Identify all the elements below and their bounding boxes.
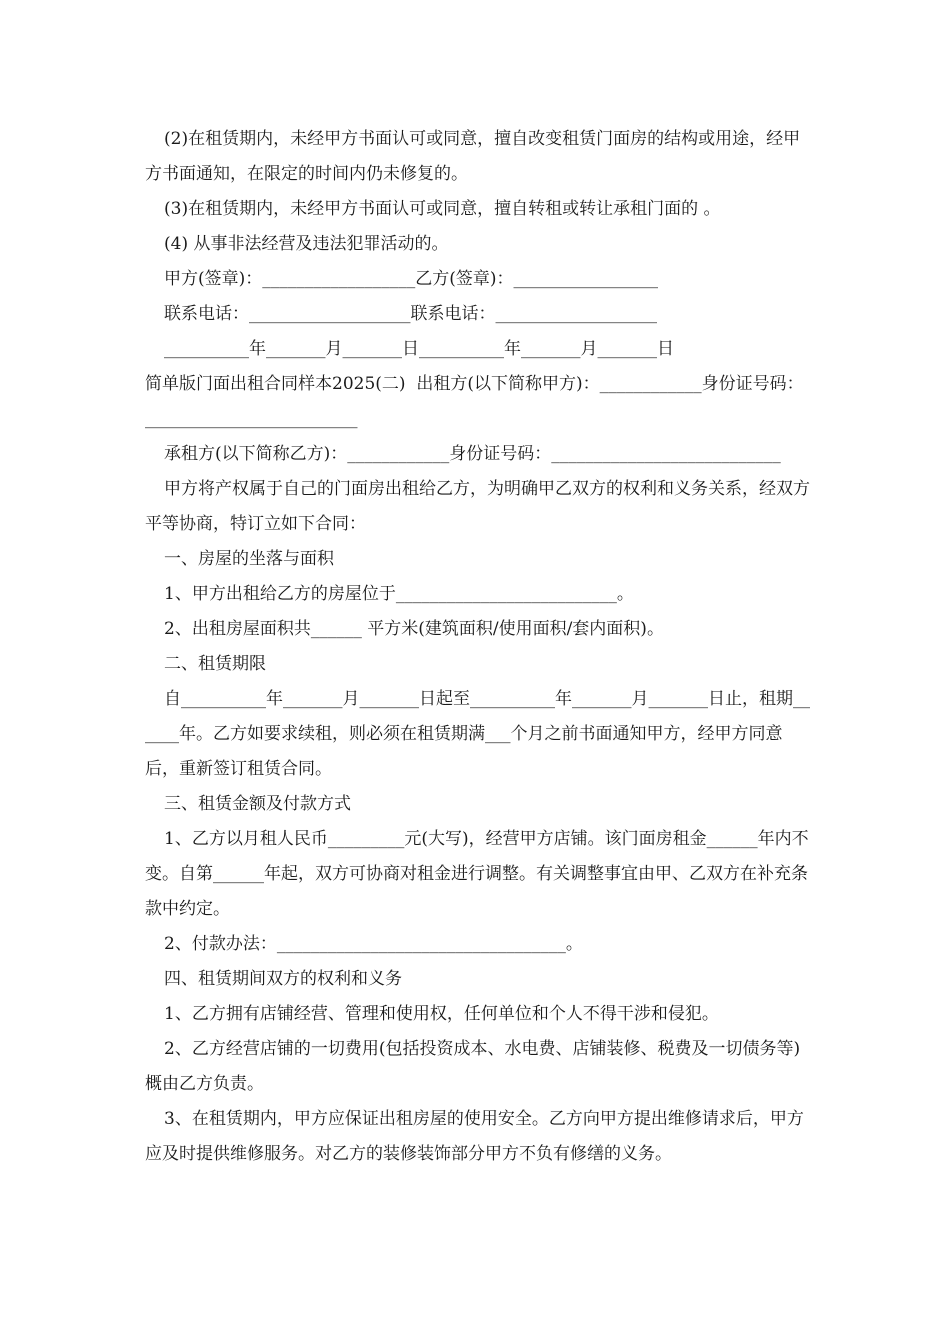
section-heading-3: 三、租赁金额及付款方式 [164,794,351,814]
list-item: 2、出租房屋面积共______ 平方米(建筑面积/使用面积/套内面积)。 [164,619,664,639]
paragraph-clause-4: (4) 从事非法经营及违法犯罪活动的。 [164,234,449,254]
section-heading-4: 四、租赁期间双方的权利和义务 [164,969,402,989]
list-item: 1、乙方拥有店铺经营、管理和使用权，任何单位和个人不得干涉和侵犯。 [164,1004,719,1024]
list-item: 1、乙方以月租人民币_________元(大写)，经营甲方店铺。该门面房租金______年内不变。自第______年起，双方可协商对租金进行调整。有关调整事宜由甲、乙双方在补充条款中约定。 [145,829,809,919]
section-heading-1: 一、房屋的坐落与面积 [164,549,334,569]
paragraph-clause-2: (2)在租赁期内，未经甲方书面认可或同意，擅自改变租赁门面房的结构或用途，经甲方书面通知，在限定的时间内仍未修复的。 [145,129,801,184]
list-item: 1、甲方出租给乙方的房屋位于__________________________。 [164,584,634,604]
list-item: 2、乙方经营店铺的一切费用(包括投资成本、水电费、店铺装修、税费及一切债务等)概由乙方负责。 [145,1039,801,1094]
preamble: 甲方将产权属于自己的门面房出租给乙方，为明确甲乙双方的权利和义务关系，经双方平等协商，特订立如下合同： [145,479,810,534]
date-line: __________年_______月_______日__________年_______月_______日 [164,339,674,359]
paragraph-clause-3: (3)在租赁期内，未经甲方书面认可或同意，擅自转租或转让承租门面的 。 [164,199,721,219]
lease-term-paragraph: 自__________年_______月_______日起至__________年_______月_______日止，租期______年。乙方如要求续租，则必须在租赁期满___个月之前书面通知甲方，经甲方同意后，重新签订租赁合同。 [145,689,810,779]
document-page [145,122,810,1172]
phone-line: 联系电话：___________________联系电话：___________________ [164,304,657,324]
lessee-line: 承租方(以下简称乙方)：____________身份证号码：___________________________ [164,444,781,464]
signature-line: 甲方(签章)：__________________乙方(签章)：_________________ [164,269,659,289]
list-item: 3、在租赁期内，甲方应保证出租房屋的使用安全。乙方向甲方提出维修请求后，甲方应及时提供维修服务。对乙方的装修装饰部分甲方不负有修缮的义务。 [145,1109,804,1164]
list-item: 2、付款办法：__________________________________。 [164,934,583,954]
section-heading-2: 二、租赁期限 [164,654,266,674]
contract-title-lessor: 简单版门面出租合同样本2025(二) 出租方(以下简称甲方)：____________身份证号码：_________________________ [145,374,804,429]
